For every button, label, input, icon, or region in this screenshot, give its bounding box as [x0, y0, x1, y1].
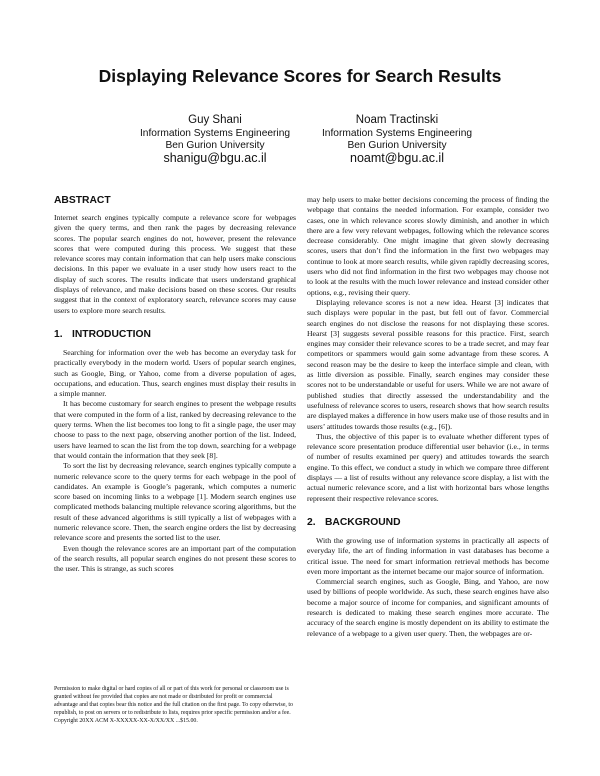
- body-paragraph: Displaying relevance scores is not a new idea. Hearst [3] indicates that such displays were popular in the past, but fell out of favor. Commercial search engines do not disclose the reasons for not displaying these scores. Hearst [3] suggests several possible reasons for this practice. First, search engines may consider their relevance scores to be a trade secret, and may fear competitors or spammers would gain some advantage from these scores. A second reason may be the desire to keep the interface simple and clean, with as little diversion as possible. Finally, search engines may consider these scores not to be understandable or useful for users. While we are not aware of published studies that directly assessed the understandability and the usefulness of relevance scores to users, research shows that how search results are displayed makes a difference in how users make use of those results and in users’ attitudes towards those results (e.g., [6]).: [307, 297, 549, 431]
- author-name: Guy Shani: [188, 114, 242, 126]
- author-email: shanigu@bgu.ac.il: [163, 151, 267, 165]
- body-paragraph: Even though the relevance scores are an important part of the computation of the search results, all popular search engines do not present these scores to the user. This is strange, as such scores: [54, 543, 296, 574]
- section-number: 1.: [54, 328, 63, 340]
- section-heading-introduction: [54, 329, 296, 341]
- right-column: [307, 195, 549, 639]
- body-paragraph: With the growing use of information systems in practically all aspects of everyday life, the art of finding information in vast databases has become a critical issue. The need for smart information retrieval methods has become even more important as the internet became our major source of information.: [307, 535, 549, 576]
- body-paragraph: Thus, the objective of this paper is to evaluate whether different types of relevance score presentation produce differential user behavior (i.e., in terms of number of results examined per query) and attitudes towards the search engine. To this effect, we conduct a study in which we compare three different displays — a list of results without any relevance score display, a list with the actual numeric relevance score, and a list with horizontal bars whose lengths represent their respective relevance scores.: [307, 431, 549, 503]
- section-title: BACKGROUND: [325, 516, 401, 528]
- copyright-line: Copyright 20XX ACM X-XXXXX-XX-X/XX/XX ...$15.00.: [54, 717, 198, 724]
- body-paragraph: It has become customary for search engines to present the webpage results that were computed in the form of a list, ranked by decreasing relevance to the query terms. When the list becomes too long to fit a single page, the user may choose to pass to the next page, observing another portion of the list. Indeed, users have learned to scan the list from the top down, searching for a webpage that would contain the information that they seek [8].: [54, 399, 296, 460]
- author-institution: Ben Gurion University: [165, 139, 265, 151]
- body-paragraph: To sort the list by decreasing relevance, search engines typically compute a numeric relevance score to the query terms for each webpage in the pool of candidates. An example is Google’s pagerank, which computes a numeric score based on incoming links to a webpage [1]. Modern search engines use complicated methods balancing multiple relevance scoring algorithms, but the result of these advanced algorithms is still typically a list of webpages with a numeric relevance score. Then, the search engine orders the list by decreasing relevance score and presents the sorted list to the user.: [54, 461, 296, 543]
- author-affiliation: Information Systems Engineering: [139, 128, 291, 139]
- left-column: [54, 195, 296, 575]
- author-name: Noam Tractinski: [355, 114, 439, 126]
- body-paragraph: Commercial search engines, such as Google, Bing, and Yahoo, are now used by billions of people worldwide. As such, these search engines have also become a major source of income for companies, and significant amounts of research is dedicated to making these search engines more accurate. The accuracy of the search engine is mostly dependent on its ability to estimate the relevance of a webpage to a given user query. Then, the webpages are or-: [307, 577, 549, 638]
- section-number: 2.: [307, 516, 316, 528]
- abstract-heading: ABSTRACT: [54, 195, 111, 206]
- body-paragraph: may help users to make better decisions concerning the process of finding the webpage that contains the needed information. For example, consider two cases, one in which relevance scores slowly diminish, and another in which there are a few very relevant webpages, following which the relevance scores decrease considerably. One might imagine that given slowly decreasing scores, users that don’t find the information in the first two webpages may continue to look at more search results, while given rapidly decreasing scores, users who did not find information in the first two webpages may choose not to look at the results with the much lower relevance and instead consider other options, e.g., revising their query.: [307, 195, 549, 297]
- section-heading-background: [307, 517, 549, 529]
- permission-text: Permission to make digital or hard copies of all or part of this work for personal or classroom use is granted without fee provided that copies are not made or distributed for profit or commercial advantage and that copies bear this notice and the full citation on the first page. To copy otherwise, to republish, to post on servers or to redistribute to lists, requires prior specific permission and/or a fee.: [54, 686, 293, 716]
- body-paragraph: Searching for information over the web has become an everyday task for practically everybody in the modern world. Users of popular search engines, such as Google, Bing, or Yahoo, come from a diverse population of ages, occupations, and education. Thus, search engines must display their results in a simple manner.: [54, 347, 296, 399]
- author-institution: Ben Gurion University: [347, 139, 447, 151]
- abstract-text: Internet search engines typically compute a relevance score for webpages given the query terms, and then rank the pages by decreasing relevance scores. The popular search engines do not, however, present the relevance scores that were computed during this process. We suggest that these relevance scores may contain information that can help users make conscious decisions. In this paper we evaluate in a user study how users react to the display of such scores. The results indicate that users understand graphical displays of relevance, and make decisions based on these scores. Our results suggest that in the context of exploratory search, relevance scores may cause users to explore more search results.: [54, 213, 296, 315]
- permission-notice: [54, 686, 296, 726]
- paper-title: Displaying Relevance Scores for Search Results: [98, 66, 502, 86]
- author-affiliation: Information Systems Engineering: [321, 128, 473, 139]
- section-title: INTRODUCTION: [72, 328, 151, 340]
- author-block-2: [267, 113, 527, 166]
- author-email: noamt@bgu.ac.il: [350, 151, 444, 165]
